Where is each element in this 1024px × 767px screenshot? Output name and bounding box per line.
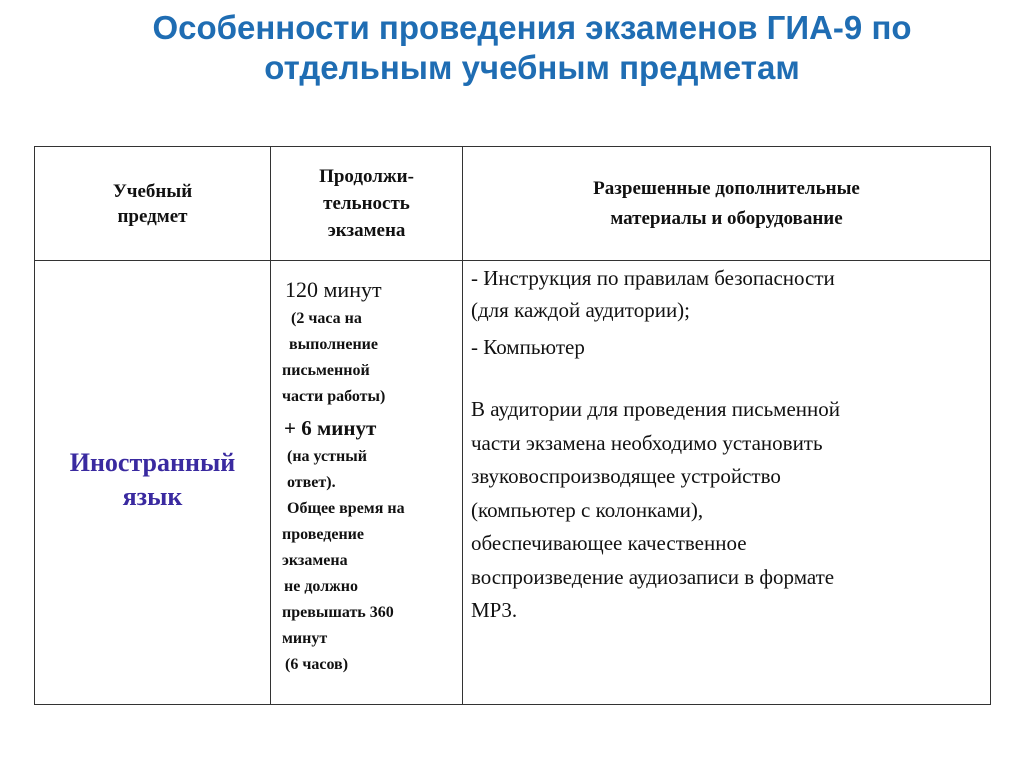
duration-line: проведение xyxy=(282,526,364,543)
slide-title-line-2: отдельным учебным предметам xyxy=(264,49,800,86)
slide-title xyxy=(0,8,1024,88)
duration-line: части работы) xyxy=(282,388,386,405)
cell-subject xyxy=(35,261,271,705)
duration-line: письменной xyxy=(282,362,370,379)
header-materials-text: Разрешенные дополнительные материалы и оборудование xyxy=(593,177,860,229)
duration-line: выполнение xyxy=(289,336,378,353)
materials-note: В аудитории для проведения письменной части экзамена необходимо установить звуковоспроизводящее устройство (компьютер с колонками), обеспечивающее качественное воспроизведение аудиозаписи в формате MP3. xyxy=(471,397,840,622)
materials-item: (для каждой аудитории); xyxy=(471,298,691,322)
duration-line: экзамена xyxy=(282,552,348,569)
exam-features-table xyxy=(34,146,991,705)
cell-duration xyxy=(271,261,463,705)
table-header-row xyxy=(35,147,991,261)
duration-line: не должно xyxy=(284,578,358,595)
cell-materials xyxy=(463,261,991,705)
duration-extra: + 6 минут xyxy=(284,416,377,440)
slide-title-line-1: Особенности проведения экзаменов ГИА-9 по xyxy=(152,9,912,46)
header-materials xyxy=(463,147,991,261)
materials-item: - Инструкция по правилам безопасности xyxy=(471,266,835,290)
duration-line: (6 часов) xyxy=(285,656,349,673)
header-duration xyxy=(271,147,463,261)
materials-item: - Компьютер xyxy=(471,335,585,359)
duration-line: минут xyxy=(282,630,328,647)
duration-main: 120 минут xyxy=(285,277,382,302)
duration-line: (на устный xyxy=(287,448,367,465)
header-subject xyxy=(35,147,271,261)
duration-line: (2 часа на xyxy=(291,310,362,327)
duration-line: ответ). xyxy=(287,474,336,491)
subject-name: Иностранный язык xyxy=(69,447,236,511)
table-row xyxy=(35,261,991,705)
header-subject-text: Учебный предмет xyxy=(112,180,193,227)
header-duration-text: Продолжи- тельность экзамена xyxy=(319,166,414,241)
duration-line: превышать 360 xyxy=(282,604,394,621)
duration-line: Общее время на xyxy=(287,500,405,517)
